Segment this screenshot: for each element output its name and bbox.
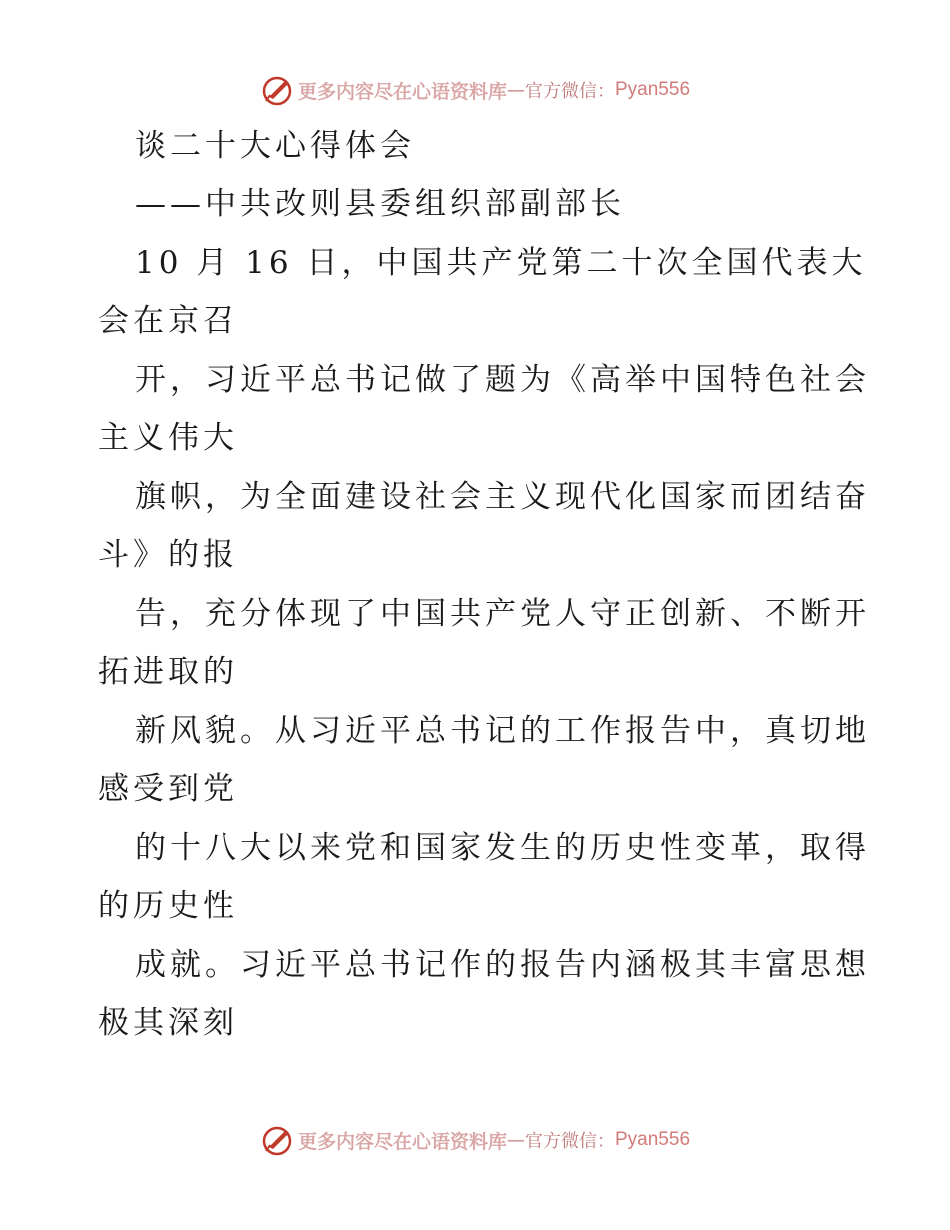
paragraph-line: 极其深刻 (98, 1005, 238, 1041)
banner-dash: — (507, 79, 525, 101)
paragraph-line: 感受到党 (98, 771, 238, 807)
paragraph-line: 会在京召 (98, 303, 238, 339)
paragraph-line: 开，习近平总书记做了题为《高举中国特色社会 (135, 362, 870, 398)
paragraph-line: 成就。习近平总书记作的报告内涵极其丰富思想 (135, 947, 870, 983)
paragraph-line: 主义伟大 (98, 420, 238, 456)
paragraph-line: 的十八大以来党和国家发生的历史性变革，取得 (135, 830, 870, 866)
paragraph-line: 10 月 16 日，中国共产党第二十次全国代表大 (135, 245, 867, 281)
paragraph-line: 拓进取的 (98, 654, 238, 690)
banner-wechat-id: Pyan556 (615, 1129, 691, 1150)
document-subtitle: ——中共改则县委组织部副部长 (135, 186, 625, 222)
quill-pen-logo-icon (260, 73, 294, 107)
paragraph-line: 斗》的报 (98, 537, 238, 573)
banner-text: 更多内容尽在心语资料库 (297, 1130, 507, 1153)
paragraph-line: 旗帜，为全面建设社会主义现代化国家而团结奋 (135, 479, 870, 515)
banner-wechat-label: 官方微信： (525, 81, 615, 102)
quill-pen-logo-icon (260, 1123, 294, 1157)
paragraph-line: 的历史性 (98, 888, 238, 924)
banner-dash: — (507, 1129, 525, 1151)
banner-wechat-label: 官方微信： (525, 1131, 615, 1152)
banner-text: 更多内容尽在心语资料库 (297, 80, 507, 103)
document-title: 谈二十大心得体会 (135, 128, 415, 164)
paragraph-line: 告，充分体现了中国共产党人守正创新、不断开 (135, 596, 870, 632)
footer-banner (0, 1120, 950, 1160)
banner-wechat-id: Pyan556 (615, 79, 691, 100)
header-banner (0, 70, 950, 110)
paragraph-line: 新风貌。从习近平总书记的工作报告中，真切地 (135, 713, 870, 749)
